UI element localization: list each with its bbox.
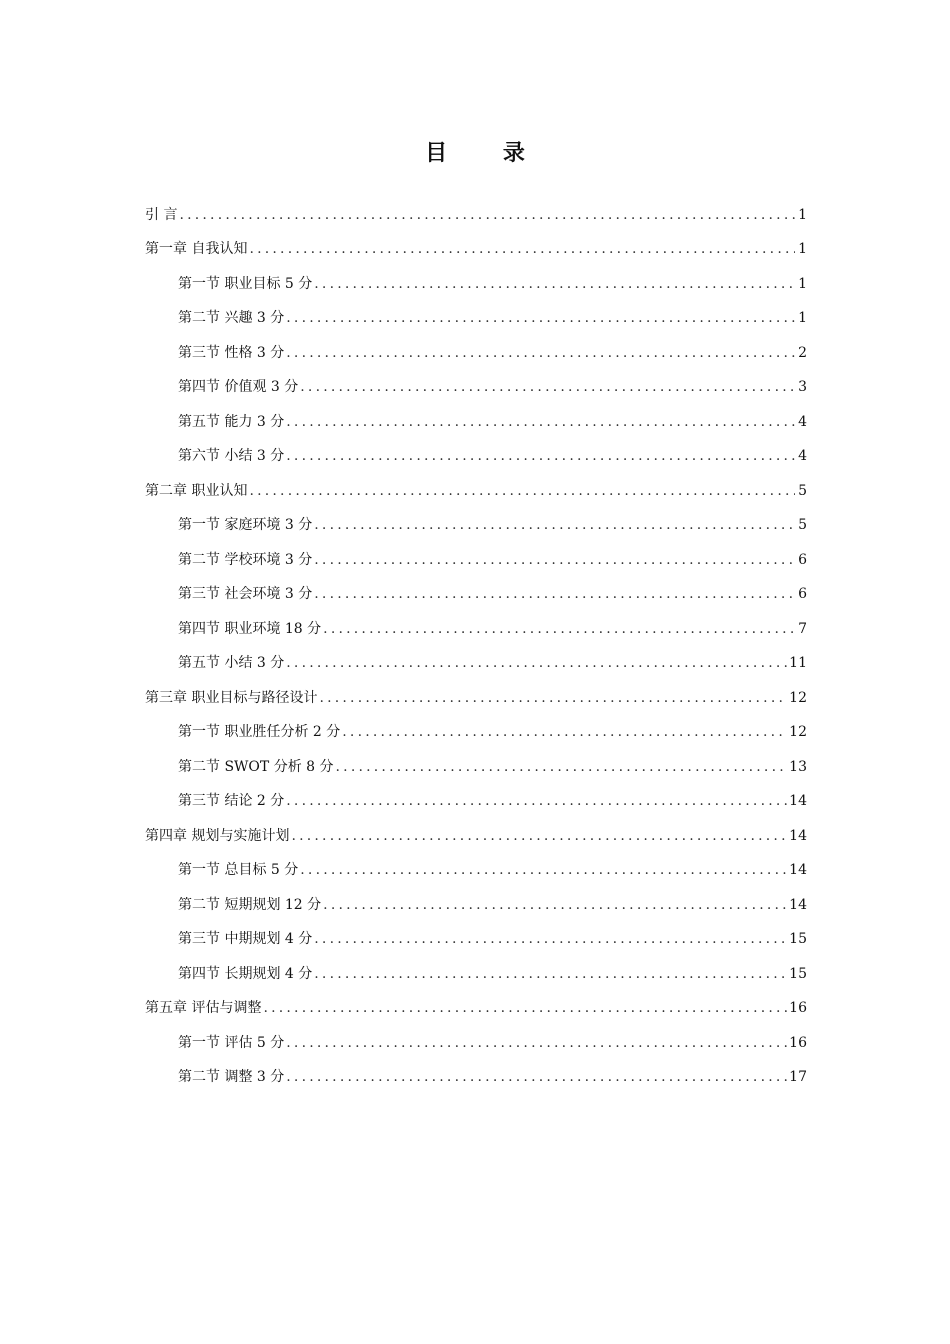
toc-entry-page-number: 6 — [798, 551, 807, 568]
dot-leader — [314, 274, 795, 294]
toc-entry-label: 第一章 自我认知 — [145, 241, 248, 257]
dot-leader — [179, 205, 795, 225]
toc-section-entry[interactable] — [145, 777, 807, 812]
toc-entry-label: 第四节 职业环境 18 分 — [178, 620, 322, 637]
dot-leader — [323, 619, 795, 639]
toc-entry-page-number: 14 — [789, 862, 807, 878]
toc-entry-page-number: 6 — [798, 586, 807, 602]
toc-entry-page-number: 17 — [789, 1069, 807, 1085]
dot-leader — [286, 412, 795, 432]
toc-entry-label: 第五章 评估与调整 — [145, 1000, 262, 1016]
toc-entry-label: 第二节 SWOT 分析 8 分 — [178, 758, 334, 775]
dot-leader — [300, 377, 795, 397]
toc-entry-page-number: 3 — [798, 379, 807, 395]
dot-leader — [286, 653, 787, 673]
toc-entry-page-number: 12 — [789, 689, 807, 706]
toc-entry-label: 第五节 能力 3 分 — [178, 413, 285, 430]
toc-entry-label: 第四节 长期规划 4 分 — [178, 965, 313, 982]
dot-leader — [286, 791, 787, 811]
toc-section-entry[interactable] — [145, 501, 807, 536]
toc-entry-page-number: 5 — [798, 517, 807, 533]
toc-entry-label: 第一节 评估 5 分 — [178, 1034, 285, 1051]
toc-entry-page-number: 4 — [798, 413, 807, 430]
toc-section-entry[interactable] — [145, 294, 807, 329]
toc-entry-page-number: 13 — [789, 758, 807, 775]
toc-entry-label: 引 言 — [145, 206, 178, 223]
dot-leader — [323, 895, 787, 915]
toc-entry-page-number: 15 — [789, 965, 807, 982]
toc-entry-page-number: 16 — [789, 1000, 807, 1016]
dot-leader — [319, 688, 787, 708]
toc-entry-label: 第三节 社会环境 3 分 — [178, 586, 313, 602]
toc-section-entry[interactable] — [145, 639, 807, 674]
dot-leader — [286, 1033, 787, 1053]
toc-entry-page-number: 5 — [798, 482, 807, 499]
toc-section-entry[interactable] — [145, 259, 807, 294]
dot-leader — [336, 757, 788, 777]
toc-entry-page-number: 1 — [798, 275, 807, 292]
toc-entry-label: 第二节 短期规划 12 分 — [178, 896, 322, 913]
toc-section-entry[interactable] — [145, 570, 807, 605]
dot-leader — [249, 481, 795, 501]
toc-chapter-entry[interactable] — [145, 673, 807, 708]
toc-entry-page-number: 14 — [789, 827, 807, 844]
dot-leader — [249, 239, 795, 259]
toc-entry-page-number: 1 — [798, 310, 807, 326]
dot-leader — [342, 722, 787, 742]
toc-entry-page-number: 11 — [789, 655, 807, 671]
toc-entry-label: 第三节 结论 2 分 — [178, 793, 285, 809]
toc-entry-label: 第二章 职业认知 — [145, 482, 248, 499]
toc-section-entry[interactable] — [145, 880, 807, 915]
toc-entry-page-number: 2 — [798, 344, 807, 361]
toc-entry-page-number: 4 — [798, 448, 807, 464]
dot-leader — [286, 308, 795, 328]
toc-entry-label: 第二节 兴趣 3 分 — [178, 310, 285, 326]
toc-section-entry[interactable] — [145, 1053, 807, 1088]
toc-section-entry[interactable] — [145, 846, 807, 881]
dot-leader — [263, 998, 787, 1018]
dot-leader — [314, 929, 787, 949]
toc-entry-page-number: 15 — [789, 931, 807, 947]
dot-leader — [300, 860, 787, 880]
toc-chapter-entry[interactable] — [145, 190, 807, 225]
toc-entry-label: 第四节 价值观 3 分 — [178, 379, 299, 395]
toc-chapter-entry[interactable] — [145, 466, 807, 501]
toc-entry-label: 第一节 职业胜任分析 2 分 — [178, 724, 341, 740]
toc-entry-page-number: 14 — [789, 793, 807, 809]
toc-section-entry[interactable] — [145, 604, 807, 639]
dot-leader — [314, 515, 795, 535]
toc-entry-label: 第四章 规划与实施计划 — [145, 827, 290, 844]
toc-section-entry[interactable] — [145, 397, 807, 432]
toc-chapter-entry[interactable] — [145, 984, 807, 1019]
toc-section-entry[interactable] — [145, 949, 807, 984]
toc-entry-page-number: 1 — [798, 206, 807, 223]
toc-entry-page-number: 16 — [789, 1034, 807, 1051]
dot-leader — [314, 584, 795, 604]
dot-leader — [314, 550, 795, 570]
toc-entry-label: 第一节 家庭环境 3 分 — [178, 517, 313, 533]
toc-section-entry[interactable] — [145, 363, 807, 398]
table-of-contents — [145, 190, 807, 1087]
toc-entry-label: 第二节 学校环境 3 分 — [178, 551, 313, 568]
toc-entry-label: 第一节 总目标 5 分 — [178, 862, 299, 878]
toc-entry-page-number: 1 — [798, 241, 807, 257]
toc-chapter-entry[interactable] — [145, 225, 807, 260]
dot-leader — [286, 1067, 787, 1087]
toc-entry-label: 第五节 小结 3 分 — [178, 655, 285, 671]
dot-leader — [286, 343, 795, 363]
toc-chapter-entry[interactable] — [145, 811, 807, 846]
toc-section-entry[interactable] — [145, 535, 807, 570]
toc-entry-label: 第六节 小结 3 分 — [178, 448, 285, 464]
toc-section-entry[interactable] — [145, 1018, 807, 1053]
toc-entry-label: 第二节 调整 3 分 — [178, 1069, 285, 1085]
toc-entry-label: 第三节 性格 3 分 — [178, 344, 285, 361]
toc-entry-label: 第三节 中期规划 4 分 — [178, 931, 313, 947]
toc-section-entry[interactable] — [145, 708, 807, 743]
toc-entry-label: 第三章 职业目标与路径设计 — [145, 689, 318, 706]
toc-title: 目 录 — [425, 140, 549, 166]
toc-entry-page-number: 12 — [789, 724, 807, 740]
toc-section-entry[interactable] — [145, 328, 807, 363]
toc-entry-page-number: 7 — [798, 620, 807, 637]
toc-entry-page-number: 14 — [789, 896, 807, 913]
toc-section-entry[interactable] — [145, 915, 807, 950]
dot-leader — [286, 446, 795, 466]
toc-section-entry[interactable] — [145, 742, 807, 777]
toc-section-entry[interactable] — [145, 432, 807, 467]
dot-leader — [314, 964, 787, 984]
toc-entry-label: 第一节 职业目标 5 分 — [178, 275, 313, 292]
dot-leader — [291, 826, 787, 846]
